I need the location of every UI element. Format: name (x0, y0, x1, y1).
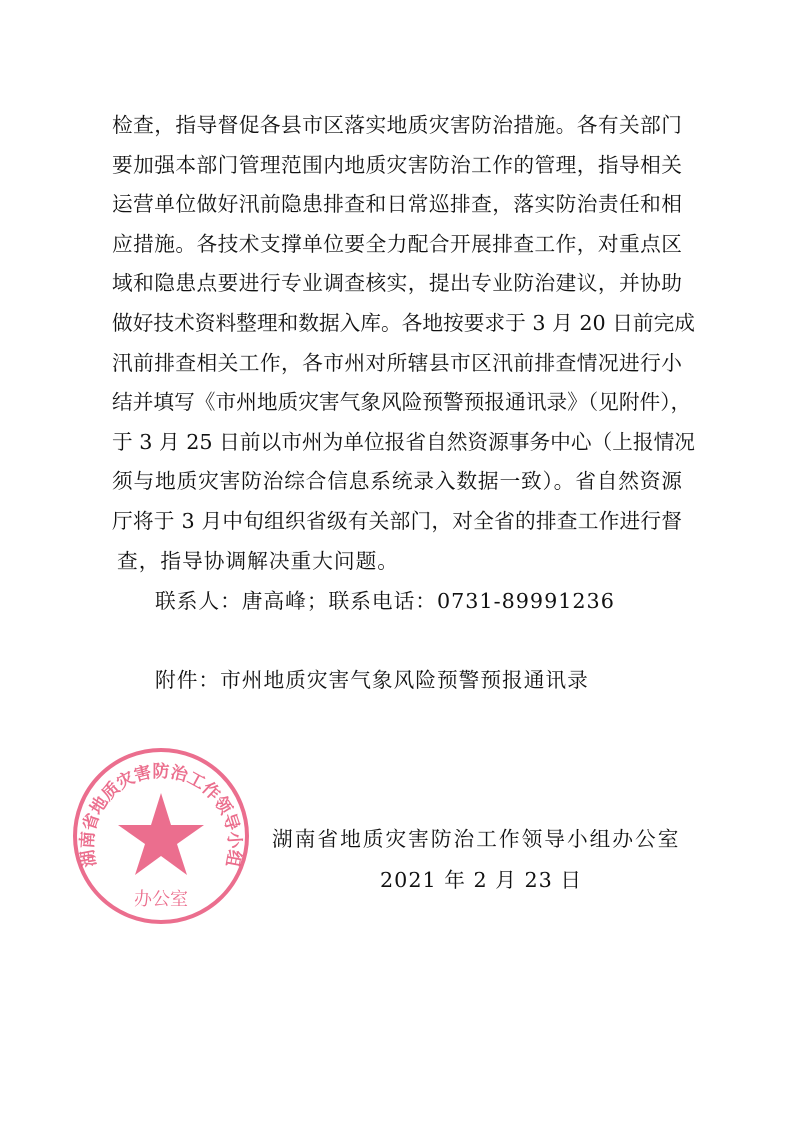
body-last-line: 查，指导协调解决重大问题。 (117, 549, 399, 573)
body-line: 应措施。各技术支撑单位要全力配合开展排查工作，对重点区 (112, 231, 682, 256)
body-line: 于 3 月 25 日前以市州为单位报省自然资源事务中心（上报情况 (112, 429, 695, 454)
official-seal (70, 745, 252, 927)
body-line: 厅将于 3 月中旬组织省级有关部门，对全省的排查工作进行督 (112, 509, 682, 533)
contact-info: 联系人：唐高峰；联系电话：0731-89991236 (155, 589, 615, 613)
star-icon (118, 793, 204, 875)
body-line: 检查，指导督促各县市区落实地质灾害防治措施。各有关部门 (112, 113, 682, 137)
body-line: 域和隐患点要进行专业调查核实，提出专业防治建议，并协助 (112, 271, 682, 296)
body-line: 做好技术资料整理和数据入库。各地按要求于 3 月 20 日前完成 (112, 311, 695, 335)
body-line: 要加强本部门管理范围内地质灾害防治工作的管理，指导相关 (112, 152, 682, 177)
attachment-note: 附件：市州地质灾害气象风险预警预报通讯录 (155, 668, 589, 692)
issuer-signature: 湖南省地质灾害防治工作领导小组办公室 (272, 827, 681, 851)
seal-ring-text: 湖南省地质灾害防治工作领导小组 (77, 761, 245, 869)
body-line: 运营单位做好汛前隐患排查和日常巡排查，落实防治责任和相 (112, 192, 682, 217)
body-line: 结并填写《市州地质灾害气象风险预警预报通讯录》（见附件）， (112, 390, 692, 415)
body-line: 须与地质灾害防治综合信息系统录入数据一致）。省自然资源 (112, 469, 682, 494)
body-line: 汛前排查相关工作，各市州对所辖县市区汛前排查情况进行小 (112, 350, 682, 375)
issue-date: 2021 年 2 月 23 日 (380, 868, 583, 892)
seal-center-text: 办公室 (134, 889, 188, 910)
